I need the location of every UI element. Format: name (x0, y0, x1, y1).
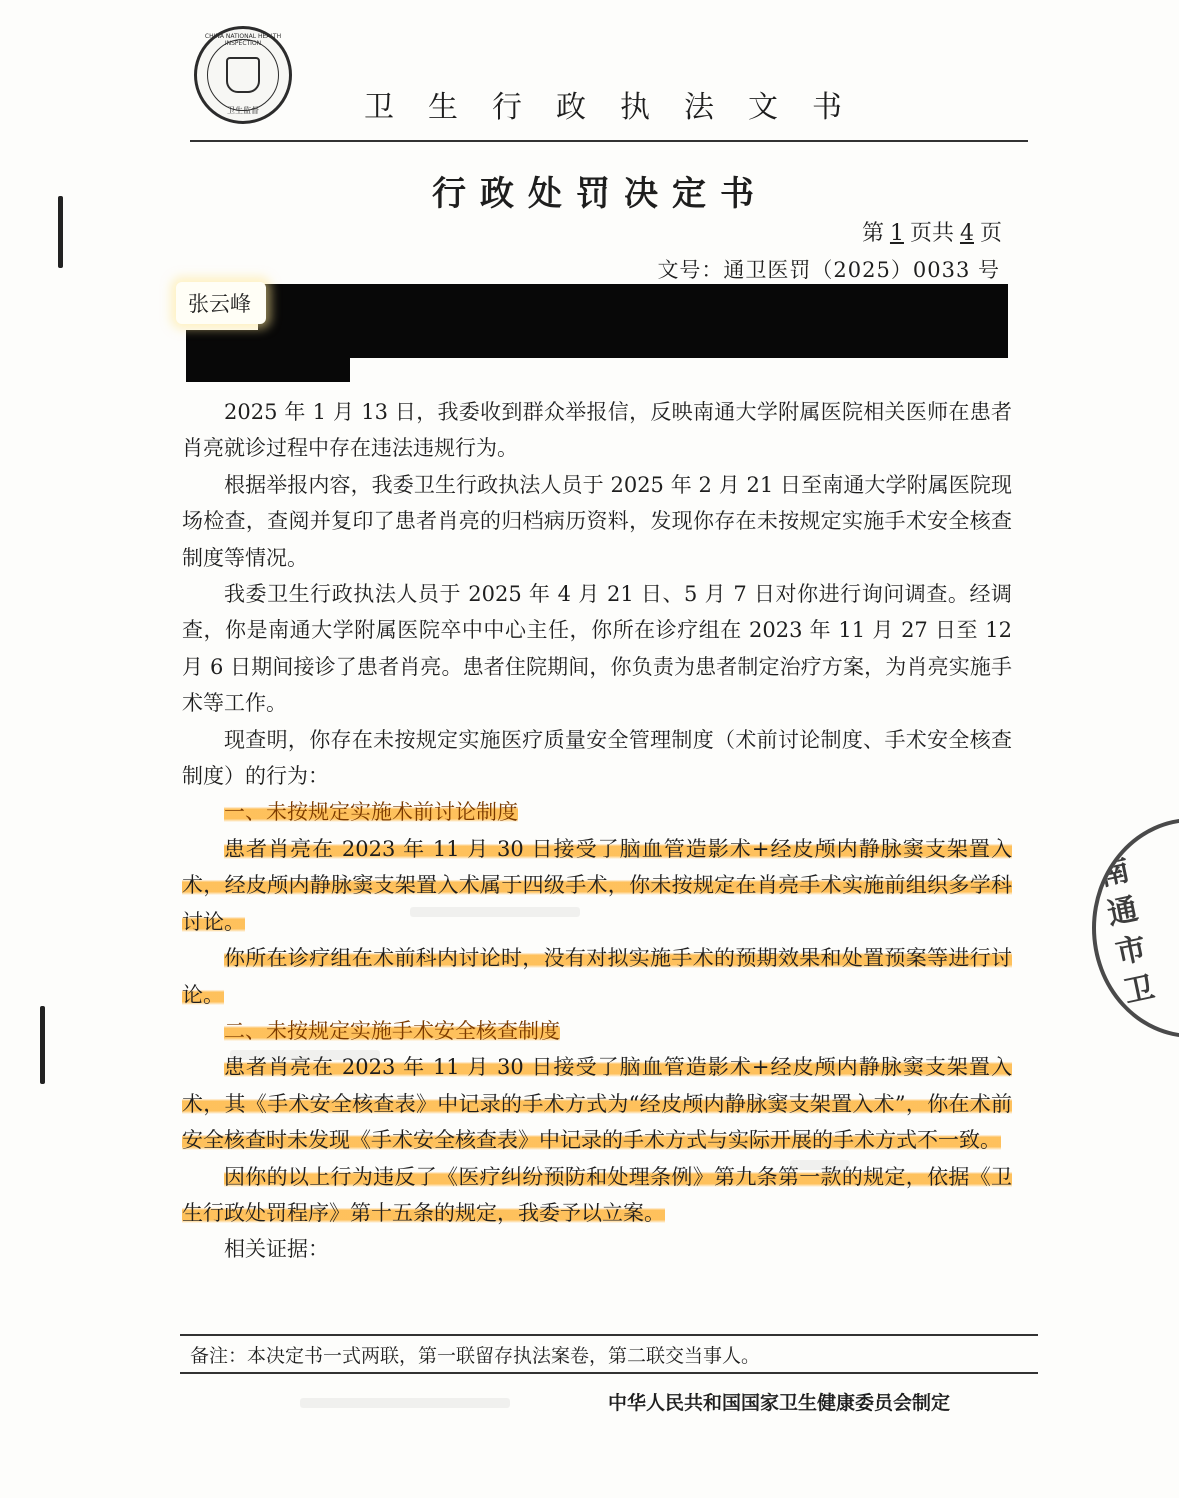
stamp-text: 南通市卫 (1096, 852, 1158, 1011)
section-1-text-1: 患者肖亮在 2023 年 11 月 30 日接受了脑血管造影术+经皮颅内静脉窦支架置入术，经皮颅内静脉窦支架置入术属于四级手术，你未按规定在肖亮手术实施前组织多学科讨论。 (182, 836, 1012, 934)
header-title: 卫生行政执法文书 (364, 90, 876, 125)
document-title: 行政处罚决定书 (432, 174, 768, 214)
document-body (182, 394, 1012, 1268)
binding-mark-bottom (40, 1006, 45, 1084)
redaction-bar (186, 330, 350, 382)
page-indicator (780, 216, 1002, 247)
conclusion-text: 因你的以上行为违反了《医疗纠纷预防和处理条例》第九条第一款的规定，依据《卫生行政处罚程序》第十五条的规定，我委予以立案。 (182, 1164, 1012, 1225)
section-1-paragraph-1 (182, 831, 1012, 940)
paragraph-complaint: 2025 年 1 月 13 日，我委收到群众举报信，反映南通大学附属医院相关医师在患者肖亮就诊过程中存在违法违规行为。 (182, 400, 1012, 461)
section-2-heading-line (182, 1013, 1012, 1049)
paragraph-findings: 现查明，你存在未按规定实施医疗质量安全管理制度（术前讨论制度、手术安全核查制度）的行为： (182, 727, 1012, 789)
section-1-paragraph-2 (182, 940, 1012, 1013)
conclusion-paragraph (182, 1159, 1012, 1232)
page-prefix: 第 (861, 221, 884, 246)
remark-note: 备注：本决定书一式两联，第一联留存执法案卷，第二联交当事人。 (190, 1345, 761, 1367)
section-2-text-1: 患者肖亮在 2023 年 11 月 30 日接受了脑血管造影术+经皮颅内静脉窦支架置入术，其《手术安全核查表》中记录的手术方式为“经皮颅内静脉窦支架置入术”，你在术前安全核查时未发现《手术安全核查表》中记录的手术方式与实际开展的手术方式不一致。 (182, 1055, 1012, 1153)
seal-ring-text: CHINA NATIONAL HEALTH INSPECTION (204, 33, 282, 47)
issuing-authority: 中华人民共和国国家卫生健康委员会制定 (607, 1392, 950, 1414)
seal-bottom-text: 卫生监督 (227, 106, 259, 115)
section-1-heading-line (182, 794, 1012, 830)
page-suffix: 页 (979, 221, 1002, 246)
remark-divider-bottom (180, 1372, 1038, 1374)
remark-divider-top (180, 1334, 1038, 1336)
section-2-paragraph-1 (182, 1049, 1012, 1158)
document-number: 文号：通卫医罚（2025）0033 号 (657, 258, 1000, 282)
redaction-bar (258, 284, 1008, 358)
header-divider (190, 140, 1028, 142)
paragraph-investigation: 我委卫生行政执法人员于 2025 年 4 月 21 日、5 月 7 日对你进行询问调查。经调查，你是南通大学附属医院卒中中心主任，你所在诊疗组在 2023 年 11 月 27 日至 12 月 6 日期间接诊了患者肖亮。患者住院期间，你负责为患者制定治疗方案，为肖亮实施手术等工作。 (182, 582, 1012, 716)
official-stamp-partial (1092, 818, 1179, 1038)
section-1-heading: 一、未按规定实施术前讨论制度 (224, 800, 518, 825)
binding-mark-top (58, 196, 63, 268)
show-through-mark (300, 1398, 510, 1408)
shield-emblem-icon (226, 57, 260, 93)
page-current: 1 (889, 221, 904, 246)
section-2-heading: 二、未按规定实施手术安全核查制度 (224, 1018, 560, 1043)
page-total: 4 (959, 221, 974, 246)
page-middle: 页共 (909, 221, 954, 246)
recipient-name: 张云峰 (188, 292, 251, 316)
health-inspection-seal-logo (194, 26, 292, 124)
section-1-text-2: 你所在诊疗组在术前科内讨论时，没有对拟实施手术的预期效果和处置预案等进行讨论。 (182, 946, 1012, 1007)
evidence-label: 相关证据： (224, 1237, 329, 1262)
paragraph-inspection: 根据举报内容，我委卫生行政执法人员于 2025 年 2 月 21 日至南通大学附属医院现场检查，查阅并复印了患者肖亮的归档病历资料，发现你存在未按规定实施手术安全核查制度等情况。 (182, 472, 1012, 570)
